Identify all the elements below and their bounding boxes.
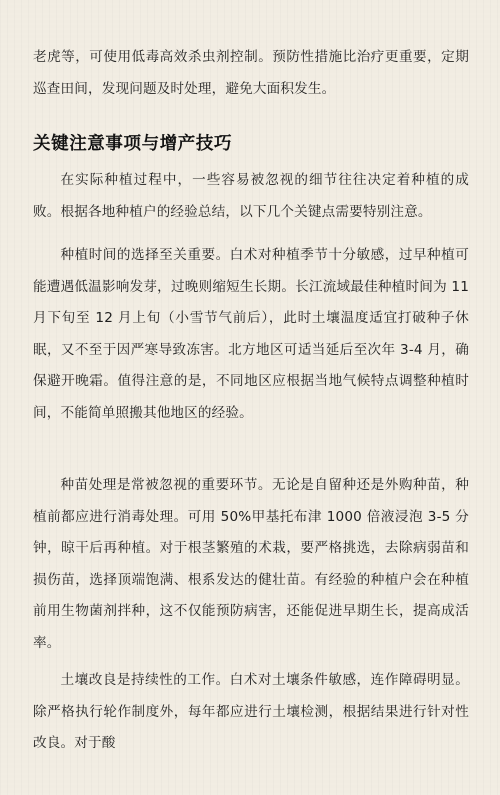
paragraph-seedling-treatment: 种苗处理是常被忽视的重要环节。无论是自留种还是外购种苗，种植前都应进行消毒处理。可用 50%甲基托布津 1000 倍液浸泡 3-5 分钟，晾干后再种植。对于根茎繁殖的术栽，要严格挑选，去除病弱苗和损伤苗，选择顶端饱满、根系发达的健壮苗。有经验的种植户会在种植前用生物菌剂拌种，这不仅能预防病害，还能促进早期生长，提高成活率。	[33, 477, 469, 651]
paragraph-intro-tail: 老虎等，可使用低毒高效杀虫剂控制。预防性措施比治疗更重要，定期巡查田间，发现问题及时处理，避免大面积发生。	[33, 49, 469, 97]
paragraph-overview: 在实际种植过程中，一些容易被忽视的细节往往决定着种植的成败。根据各地种植户的经验总结，以下几个关键点需要特别注意。	[33, 172, 469, 220]
section-heading: 关键注意事项与增产技巧	[33, 134, 233, 154]
paragraph-soil-improvement: 土壤改良是持续性的工作。白术对土壤条件敏感，连作障碍明显。除严格执行轮作制度外，每年都应进行土壤检测，根据结果进行针对性改良。对于酸	[33, 672, 469, 751]
paragraph-planting-time: 种植时间的选择至关重要。白术对种植季节十分敏感，过早种植可能遭遇低温影响发芽，过晚则缩短生长期。长江流域最佳种植时间为 11 月下旬至 12 月上旬（小雪节气前后），此时土壤温度适宜打破种子休眠，又不至于因严寒导致冻害。北方地区可适当延后至次年 3-4 月，确保避开晚霜。值得注意的是，不同地区应根据当地气候特点调整种植时间，不能简单照搬其他地区的经验。	[33, 247, 469, 421]
